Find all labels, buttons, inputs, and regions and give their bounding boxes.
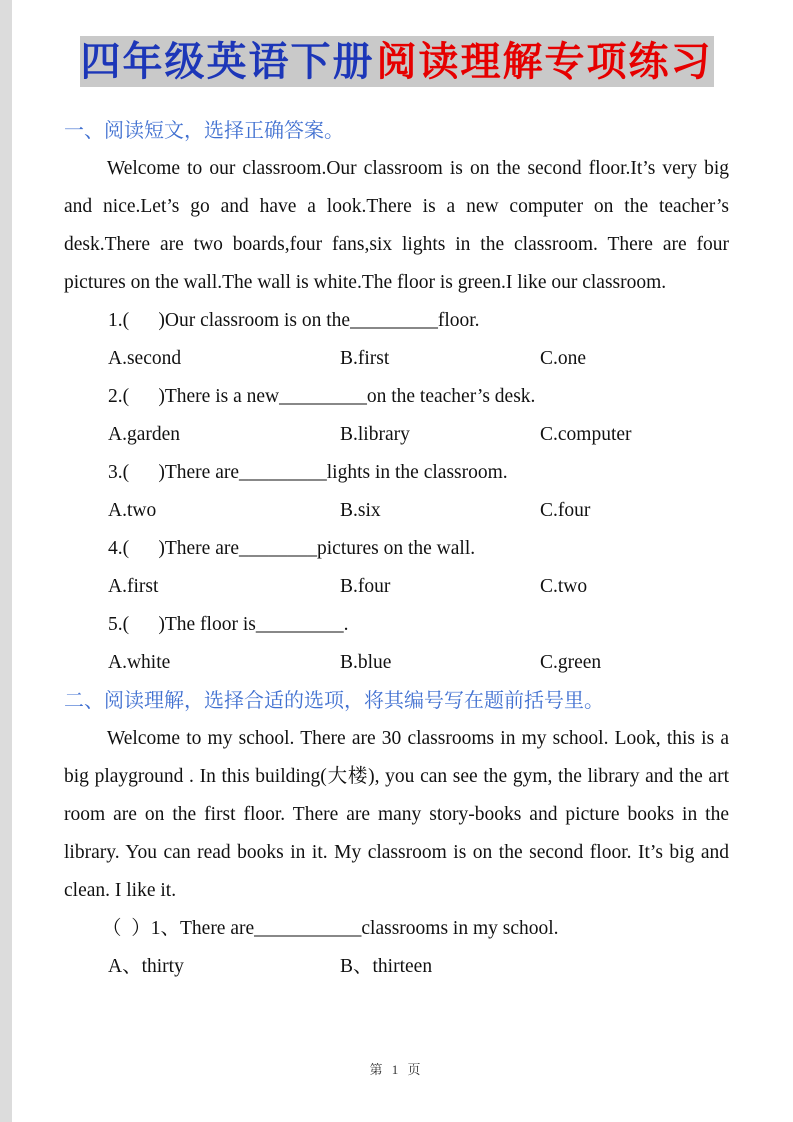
options-row [64,340,729,378]
page-content [64,28,729,986]
question-line: （ ）1、There are___________classrooms in my school. [102,918,559,939]
question-line: 3.( )There are_________lights in the classroom. [108,462,508,483]
page-number: 第 1 页 [369,1062,424,1077]
question-line: 4.( )There are________pictures on the wall. [108,538,476,559]
options-row [64,568,729,606]
option-c: C.green [540,652,602,673]
section2-passage: Welcome to my school. There are 30 classrooms in my school. Look, this is a big playground . In this building(大楼), you can see the gym, the library and the art room are on the first floor. There are many story-books and picture books in the library. You can read books in it. My classroom is on the second floor. It’s big and clean. I like it. [64,728,729,901]
option-a: A.white [108,652,171,673]
option-a: A.first [108,576,159,597]
option-a: A.garden [108,424,181,445]
option-b: B、thirteen [340,956,433,977]
question-line: 2.( )There is a new_________on the teacher’s desk. [108,386,536,407]
options-row [64,416,729,454]
option-c: C.computer [540,424,632,445]
question-line: 5.( )The floor is_________. [108,614,349,635]
question-line: 1.( )Our classroom is on the_________floor. [108,310,480,331]
option-c [540,948,729,986]
option-a: A.second [108,348,182,369]
option-c: C.two [540,576,588,597]
option-b: B.six [340,500,381,521]
page-title [64,34,729,90]
section1-passage: Welcome to our classroom.Our classroom is on the second floor.It’s very big and nice.Let’s go and have a look.There is a new computer on the teacher’s desk.There are two boards,four fans,six lights in the classroom. There are four pictures on the wall.The wall is white.The floor is green.I like our classroom. [64,158,729,293]
option-a: A、thirty [108,956,184,977]
options-row [64,948,729,986]
options-row [64,492,729,530]
section2-heading: 二、阅读理解，选择合适的选项，将其编号写在题前括号里。 [64,690,604,712]
options-row [64,644,729,682]
option-b: B.four [340,576,391,597]
page-edge-strip [0,0,12,1122]
option-a: A.two [108,500,157,521]
option-b: B.library [340,424,410,445]
option-c: C.one [540,348,587,369]
section1-heading: 一、阅读短文，选择正确答案。 [64,120,344,142]
option-b: B.blue [340,652,392,673]
title-part-grade: 四年级英语下册 [80,36,376,87]
option-c: C.four [540,500,591,521]
title-part-topic: 阅读理解专项练习 [376,36,714,87]
option-b: B.first [340,348,390,369]
